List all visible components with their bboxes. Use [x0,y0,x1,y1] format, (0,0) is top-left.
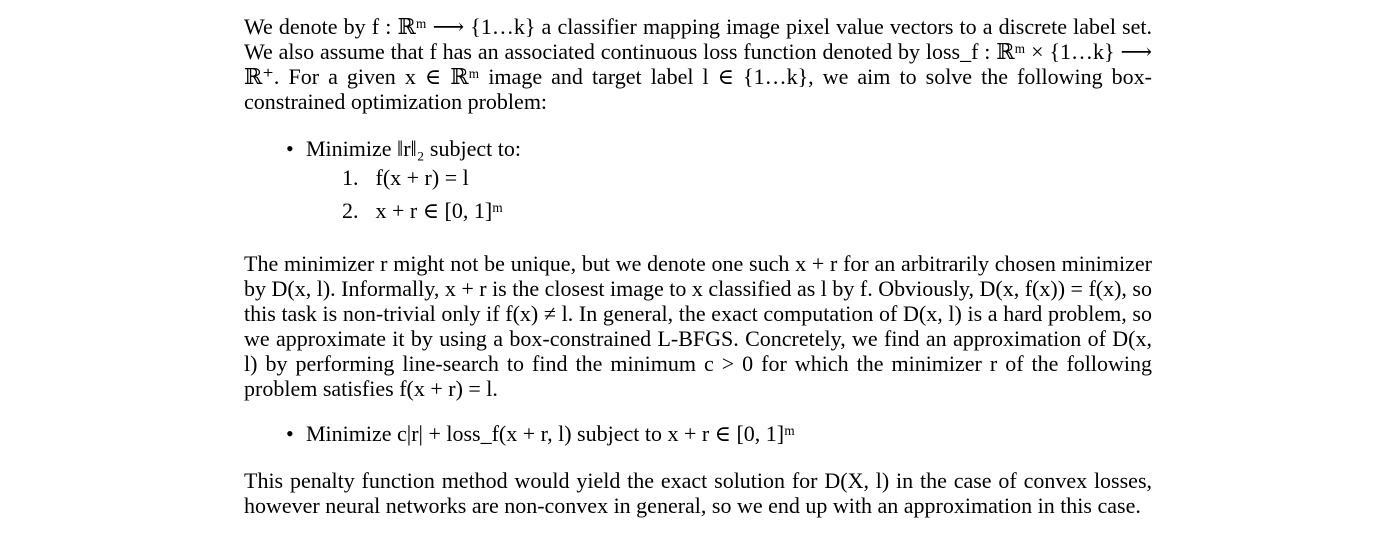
bullet-2-text: Minimize c|r| + loss_f(x + r, l) subject to x + r ∈ [0, 1]ᵐ [306,421,795,446]
bullet-dot-icon: • [286,136,294,161]
constraint-list [342,161,1152,227]
bullet-minimize-penalty [286,421,1152,446]
paragraph-3: This penalty function method would yield the exact solution for D(X, l) in the case of convex losses, however neural networks are non-convex in general, so we end up with an approximation in this case. [244,468,1152,518]
paragraph-2: The minimizer r might not be unique, but we denote one such x + r for an arbitrarily chosen minimizer by D(x, l). Informally, x + r is the closest image to x classified as l by f. Obviously, D(x, f(x)) = f(x), so this task is non-trivial only if f(x) ≠ l. In general, the exact computation of D(x, l) is a hard problem, so we approximate it by using a box-constrained L-BFGS. Concretely, we find an approximation of D(x, l) by performing line-search to find the minimum c > 0 for which the minimizer r of the following problem satisfies f(x + r) = l. [244,251,1152,401]
paper-page [244,14,1152,518]
constraint-number: 1. [342,165,359,190]
bullet-dot-icon: • [286,421,294,446]
constraint-text: f(x + r) = l [375,165,469,190]
constraint-number: 2. [342,198,359,223]
bullet-1-text: Minimize ‖r‖₂ subject to: [306,136,521,161]
bullet-minimize-norm [286,136,1152,161]
constraint-item [342,161,1152,194]
paragraph-1: We denote by f : ℝᵐ ⟶ {1…k} a classifier mapping image pixel value vectors to a discrete label set. We also assume that f has an associated continuous loss function denoted by loss_f : ℝᵐ × {1…k} ⟶ ℝ⁺. For a given x ∈ ℝᵐ image and target label l ∈ {1…k}, we aim to solve the following box-constrained optimization problem: [244,14,1152,114]
constraint-text: x + r ∈ [0, 1]ᵐ [375,198,503,223]
constraint-item [342,194,1152,227]
